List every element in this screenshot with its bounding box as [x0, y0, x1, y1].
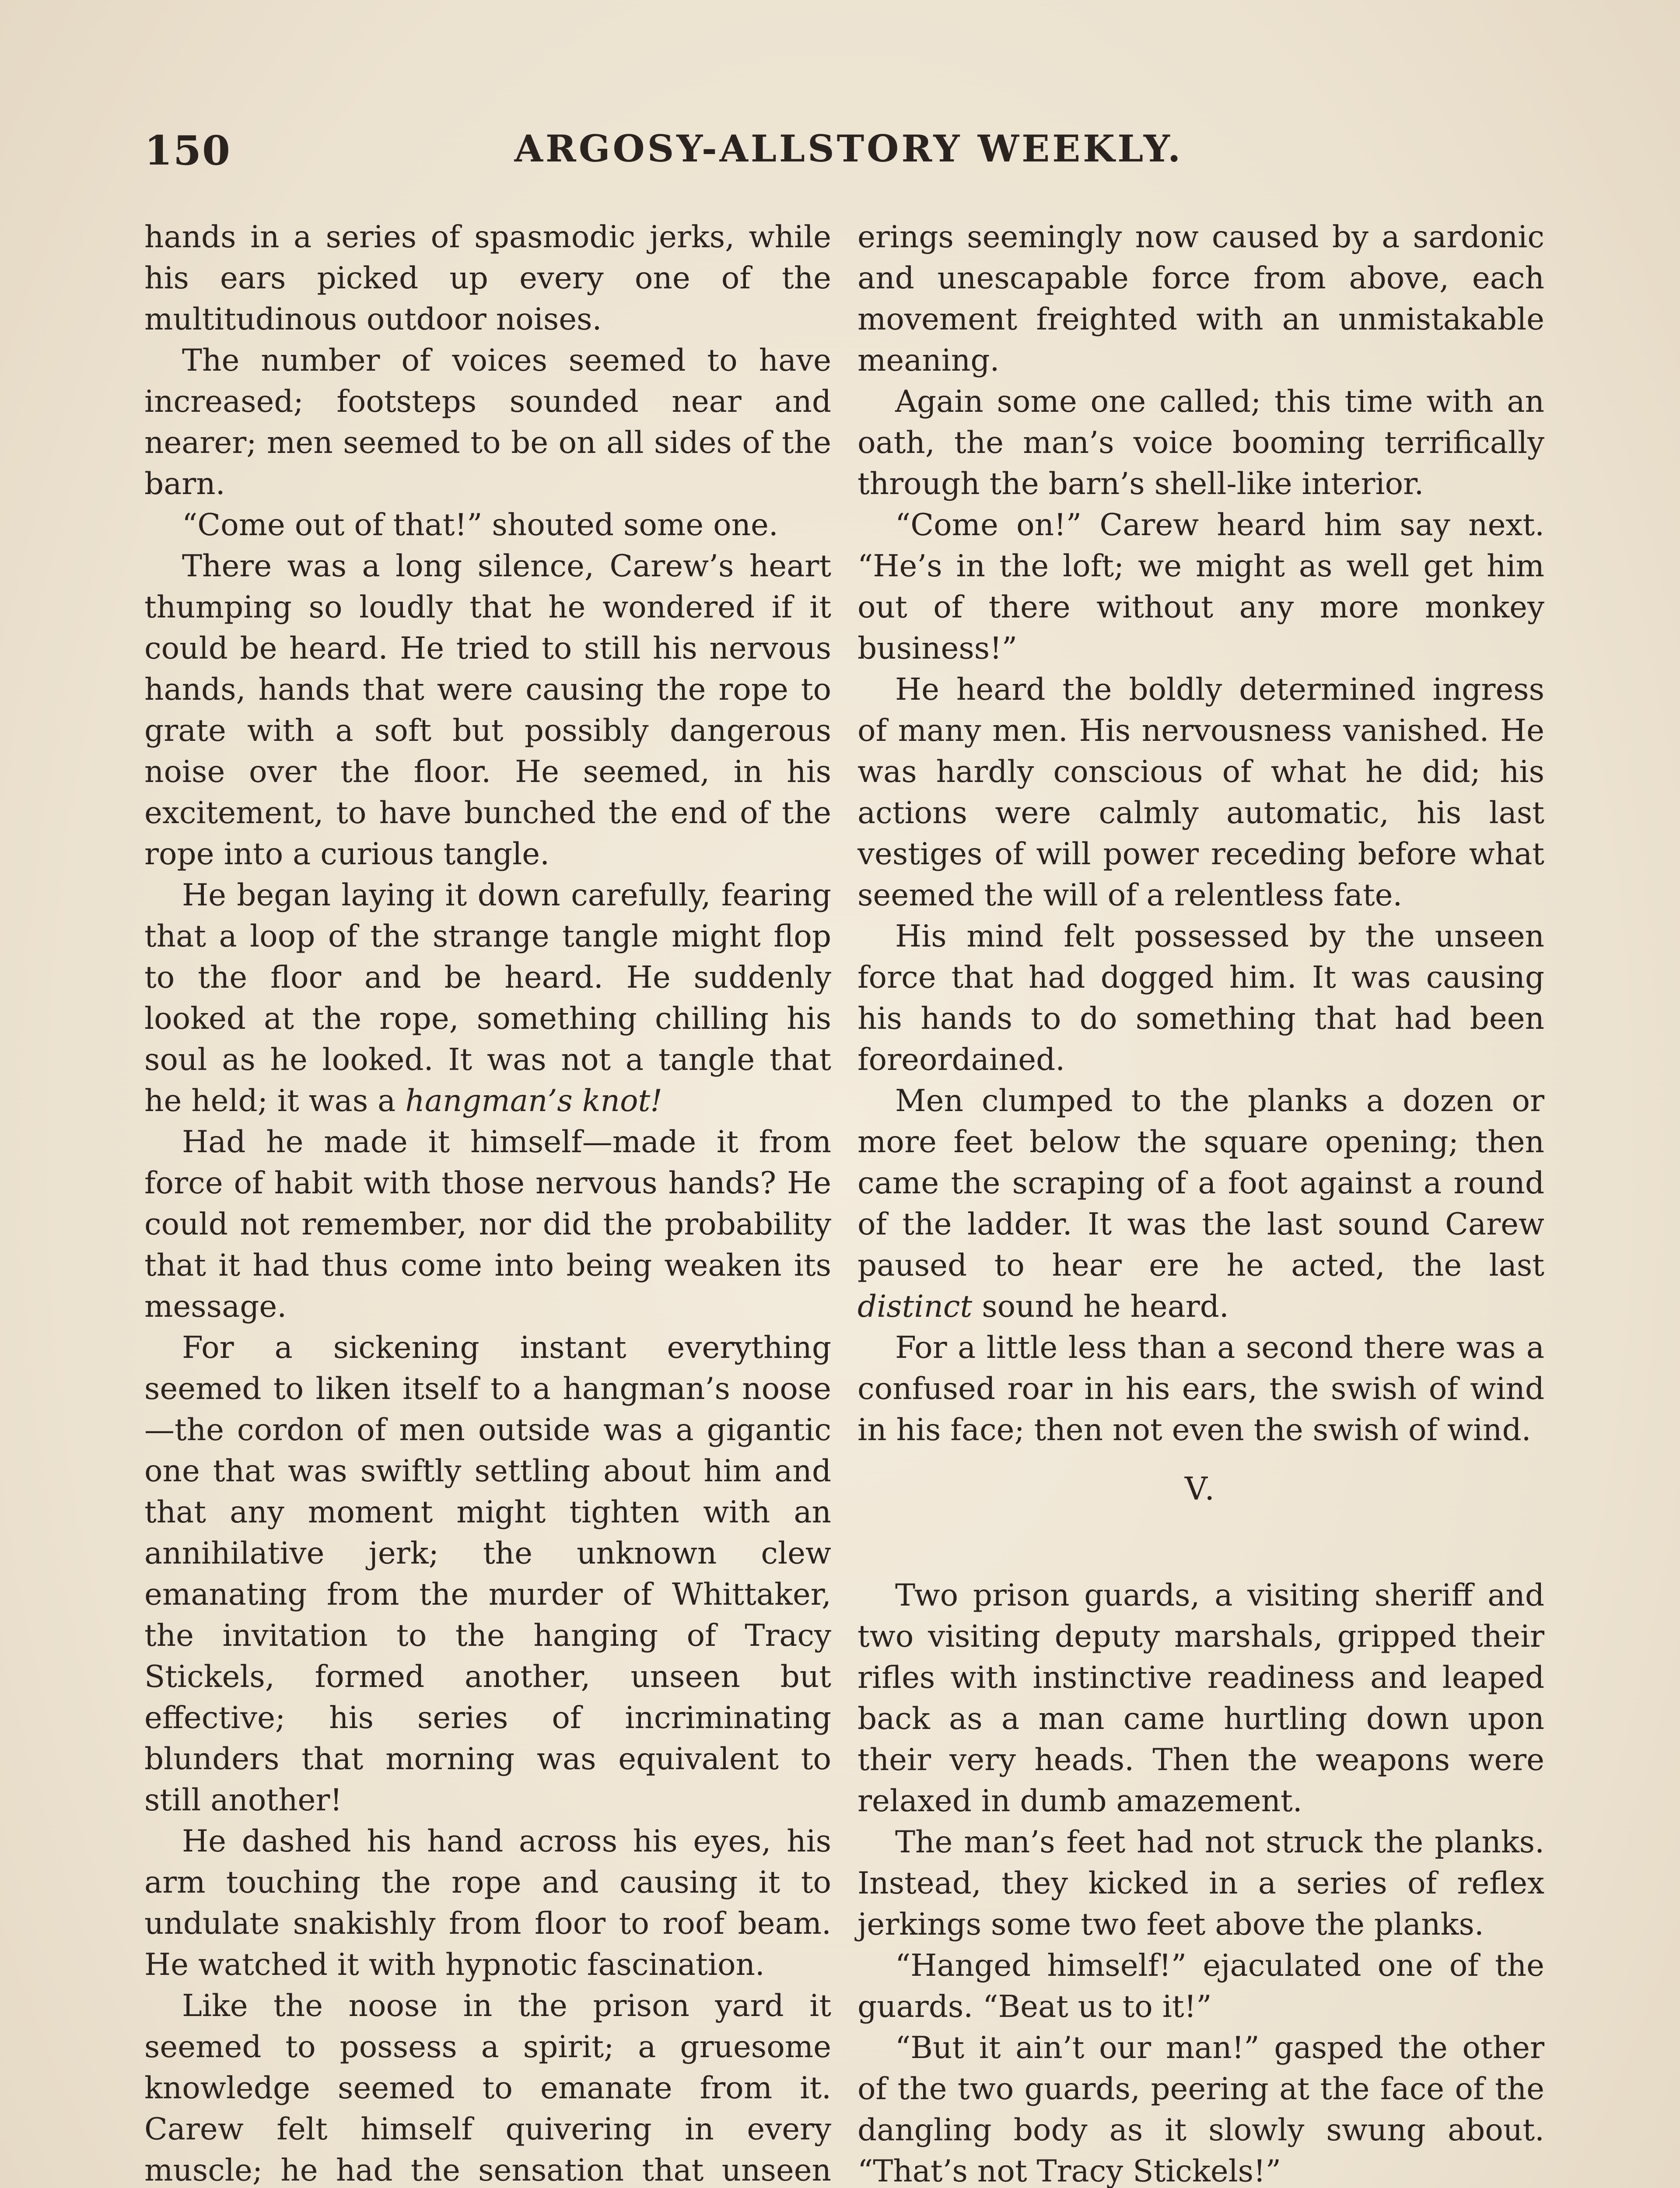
section-number: V. — [1184, 1470, 1218, 1507]
paragraph: “Hanged himself!” ejaculated one of the guards. “Beat us to it!” — [858, 1948, 1544, 2024]
page-header — [144, 127, 1553, 184]
paragraph: The man’s feet had not struck the planks. Instead, they kicked in a series of reflex jerkings some two feet above the planks. — [858, 1825, 1544, 1942]
paragraph — [858, 1080, 1544, 1327]
paragraph: Again some one called; this time with an oath, the man’s voice booming terrifically through the barn’s shell-like interior. — [858, 384, 1544, 501]
paragraph: “Come on!” Carew heard him say next. “He’s in the loft; we might as well get him out of there without any more monkey business!” — [858, 508, 1544, 666]
paragraph: His mind felt possessed by the unseen force that had dogged him. It was causing his hands to do something that had been foreordained. — [858, 919, 1544, 1077]
paragraph: He heard the boldly determined ingress of many men. His nervousness vanished. He was hardly conscious of what he did; his actions were calmly automatic, his last vestiges of will power receding before what seemed the will of a relentless fate. — [858, 672, 1544, 913]
right-column — [858, 217, 1544, 2188]
paragraph: Had he made it himself—made it from force of habit with those nervous hands? He could not remember, nor did the probability that it had thus come into being weaken its message. — [144, 1125, 831, 1324]
italic-phrase: hangman’s knot! — [405, 1083, 662, 1119]
paragraph: He dashed his hand across his eyes, his arm touching the rope and causing it to undulate snakishly from floor to roof beam. He watched it with hypnotic fascination. — [144, 1824, 831, 1982]
paragraph: Like the noose in the prison yard it seemed to possess a spirit; a gruesome knowledge seemed to emanate from it. Carew felt himself quivering in every muscle; he had the sensation that unseen — [144, 1988, 831, 2188]
paragraph: There was a long silence, Carew’s heart thumping so loudly that he wondered if it could be heard. He tried to still his nervous hands, hands that were causing the rope to grate with a soft but possibly dangerous noise over the floor. He seemed, in his excitement, to have bunched the end of the rope into a curious tangle. — [144, 549, 831, 872]
page-number: 150 — [144, 127, 231, 174]
paragraph: erings seemingly now caused by a sardonic and unescapable force from above, each movement freighted with an unmistakable meaning. — [858, 220, 1544, 378]
running-title: ARGOSY-ALLSTORY WEEKLY. — [514, 127, 1183, 170]
paragraph — [144, 875, 831, 1122]
paragraph-text: Men clumped to the planks a dozen or more feet below the square opening; then came the scraping of a foot against a round of the ladder. It was the last sound Carew paused to hear ere he acted, the last — [858, 1083, 1544, 1283]
paragraph: Two prison guards, a visiting sheriff and two visiting deputy marshals, gripped their rifles with instinctive readiness and leaped back as a man came hurtling down upon their very heads. Then the weapons were relaxed in dumb amazement. — [858, 1578, 1544, 1819]
left-column — [144, 217, 831, 2188]
paragraph: hands in a series of spasmodic jerks, while his ears picked up every one of the multitudinous outdoor noises. — [144, 220, 831, 337]
paragraph: For a sickening instant everything seemed to liken itself to a hangman’s noose—the cordon of men outside was a gigantic one that was swiftly settling about him and that any moment might tighten with an annihilative jerk; the unknown clew emanating from the murder of Whittaker, the invitation to the hanging of Tracy Stickels, formed another, unseen but effective; his series of incriminating blunders that morning was equivalent to still another! — [144, 1330, 831, 1818]
paragraph: For a little less than a second there was a confused roar in his ears, the swish of wind in his face; then not even the swish of wind. — [858, 1330, 1544, 1448]
paragraph: The number of voices seemed to have increased; footsteps sounded near and nearer; men seemed to be on all sides of the barn. — [144, 343, 831, 501]
italic-word: distinct — [858, 1289, 973, 1324]
paragraph-text: He began laying it down carefully, fearing that a loop of the strange tangle might flop to the floor and be heard. He suddenly looked at the rope, something chilling his soul as he looked. It was not a tangle that he held; it was a — [144, 878, 831, 1119]
paragraph-text: sound he heard. — [972, 1289, 1229, 1324]
paragraph: “But it ain’t our man!” gasped the other of the two guards, peering at the face of the dangling body as it slowly swung about. “That’s not Tracy Stickels!” — [858, 2030, 1544, 2188]
paragraph: “Come out of that!” shouted some one. — [182, 508, 778, 543]
